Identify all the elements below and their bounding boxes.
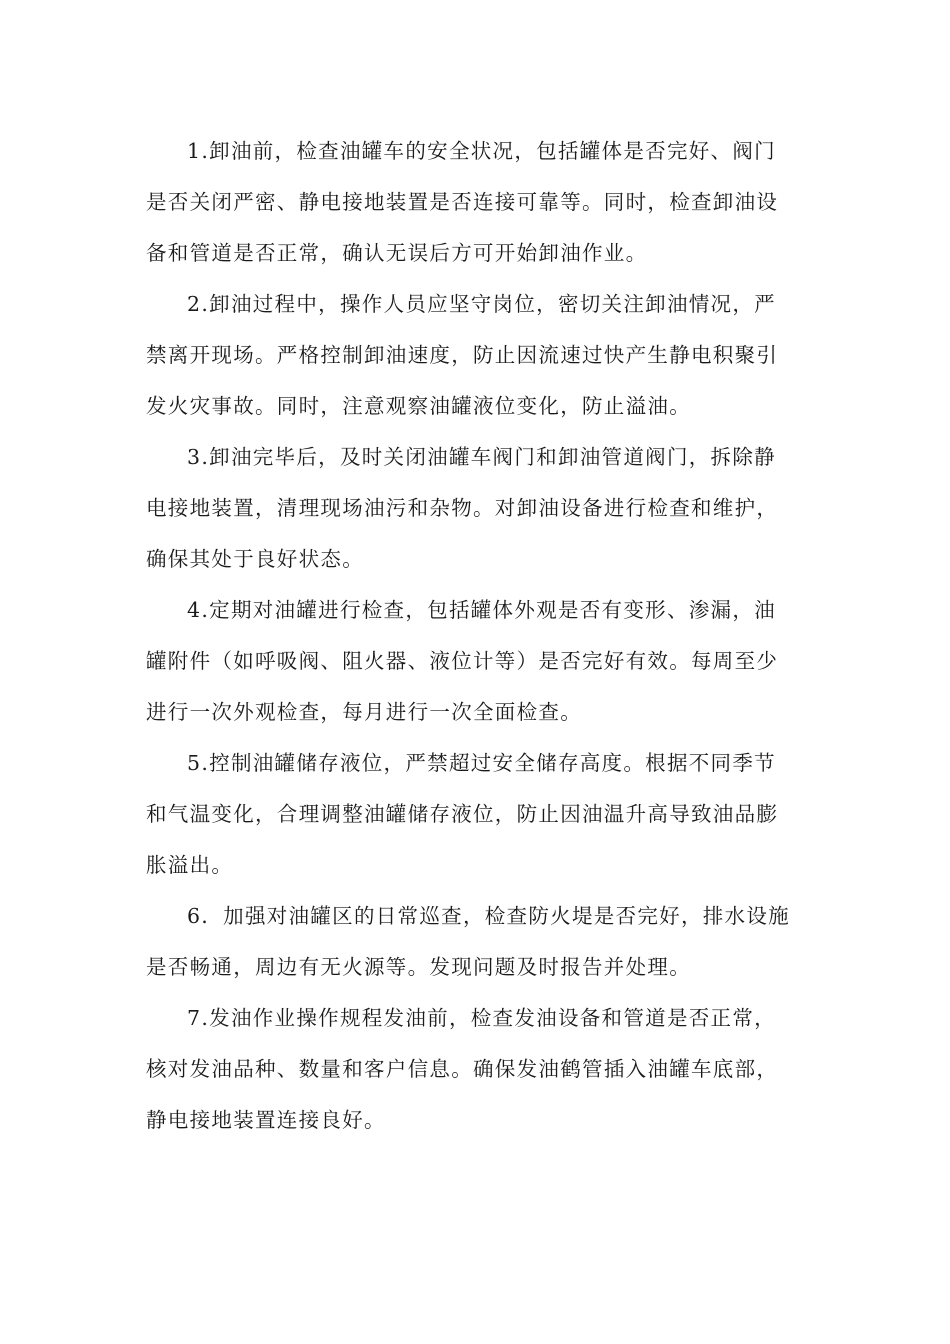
paragraph-5: 5.控制油罐储存液位，严禁超过安全储存高度。根据不同季节 和气温变化，合理调整油罐储存液位，防止因油温升高导致油品膨 胀溢出。 [146, 751, 779, 877]
paragraph-4: 4.定期对油罐进行检查，包括罐体外观是否有变形、渗漏，油 罐附件（如呼吸阀、阻火器、液位计等）是否完好有效。每周至少 进行一次外观检查，每月进行一次全面检查。 [146, 598, 779, 724]
document-body [146, 126, 806, 1146]
paragraph-3: 3.卸油完毕后，及时关闭油罐车阀门和卸油管道阀门，拆除静 电接地装置，清理现场油污和杂物。对卸油设备进行检查和维护， 确保其处于良好状态。 [146, 445, 779, 571]
paragraph-7: 7.发油作业操作规程发油前，检查发油设备和管道是否正常， 核对发油品种、数量和客户信息。确保发油鹤管插入油罐车底部， 静电接地装置连接良好。 [146, 1006, 779, 1132]
paragraph-2: 2.卸油过程中，操作人员应坚守岗位，密切关注卸油情况，严 禁离开现场。严格控制卸油速度，防止因流速过快产生静电积聚引 发火灾事故。同时，注意观察油罐液位变化，防止溢油。 [146, 292, 779, 418]
paragraph-6: 6．加强对油罐区的日常巡查，检查防火堤是否完好，排水设施 是否畅通，周边有无火源等。发现问题及时报告并处理。 [146, 904, 790, 979]
paragraph-1: 1.卸油前，检查油罐车的安全状况，包括罐体是否完好、阀门 是否关闭严密、静电接地装置是否连接可靠等。同时，检查卸油设 备和管道是否正常，确认无误后方可开始卸油作业。 [146, 139, 779, 265]
